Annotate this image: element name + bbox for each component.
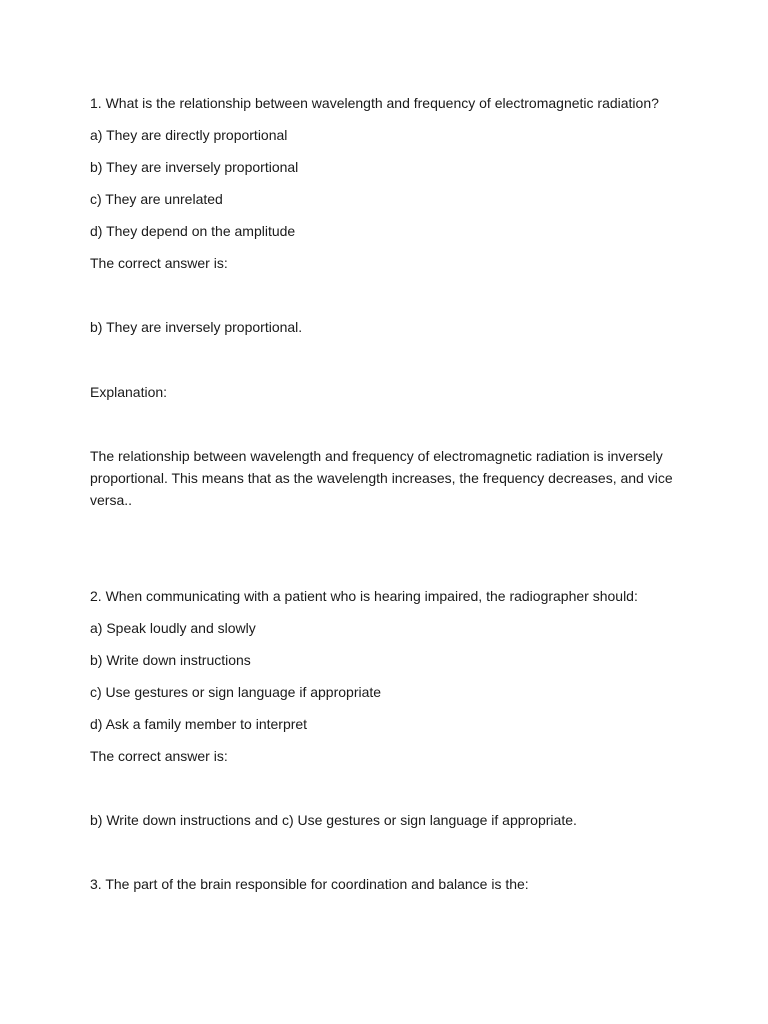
q1-explanation: The relationship between wavelength and frequency of electromagnetic radiation is inversely proportional. This means that as the wavelength increases, the frequency decreases, and vice versa.. xyxy=(90,448,673,508)
document-page xyxy=(90,92,680,895)
question-1: 1. What is the relationship between wavelength and frequency of electromagnetic radiation? xyxy=(90,95,659,111)
q1-answer: b) They are inversely proportional. xyxy=(90,319,303,335)
q1-explanation-label: Explanation: xyxy=(90,384,168,400)
q2-answer-label: The correct answer is: xyxy=(90,748,228,764)
q2-option-b: b) Write down instructions xyxy=(90,652,251,668)
q2-option-d: d) Ask a family member to interpret xyxy=(90,716,308,732)
q2-answer: b) Write down instructions and c) Use gestures or sign language if appropriate. xyxy=(90,812,577,828)
q2-option-a: a) Speak loudly and slowly xyxy=(90,620,256,636)
question-3: 3. The part of the brain responsible for coordination and balance is the: xyxy=(90,876,529,892)
q1-answer-label: The correct answer is: xyxy=(90,255,228,271)
q2-option-c: c) Use gestures or sign language if appropriate xyxy=(90,684,382,700)
q1-option-b: b) They are inversely proportional xyxy=(90,159,299,175)
question-2: 2. When communicating with a patient who is hearing impaired, the radiographer should: xyxy=(90,588,638,604)
q1-option-d: d) They depend on the amplitude xyxy=(90,223,296,239)
q1-option-c: c) They are unrelated xyxy=(90,191,223,207)
q1-option-a: a) They are directly proportional xyxy=(90,127,288,143)
